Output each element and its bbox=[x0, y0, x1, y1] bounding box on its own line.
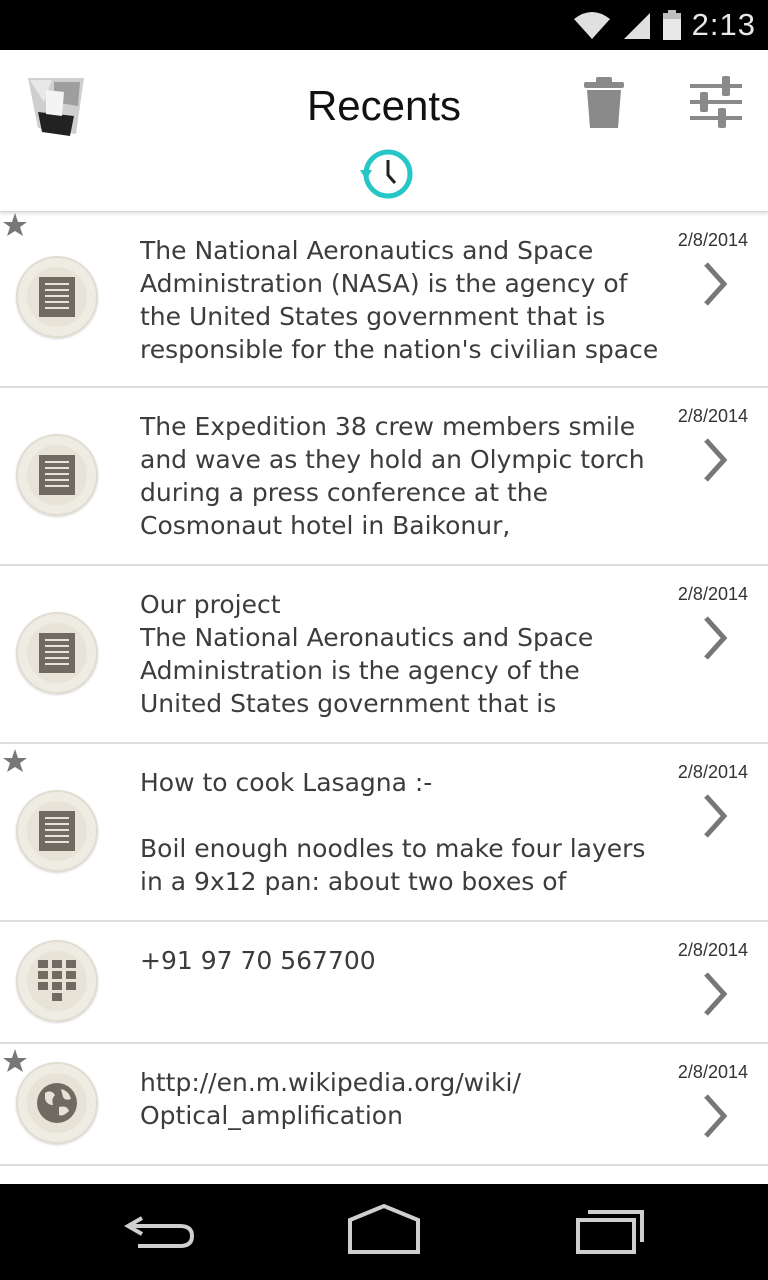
globe-icon bbox=[35, 1081, 79, 1125]
document-icon bbox=[39, 455, 75, 495]
chevron-right-icon[interactable] bbox=[700, 614, 732, 662]
document-icon bbox=[39, 811, 75, 851]
home-icon[interactable] bbox=[344, 1202, 424, 1258]
recent-apps-icon[interactable] bbox=[572, 1202, 648, 1258]
history-icon[interactable] bbox=[358, 146, 414, 202]
star-icon[interactable] bbox=[2, 748, 28, 774]
system-nav-bar bbox=[0, 1184, 768, 1280]
trash-icon[interactable] bbox=[580, 76, 628, 130]
note-thumbnail bbox=[16, 434, 98, 516]
document-icon bbox=[39, 633, 75, 673]
item-date: 2/8/2014 bbox=[677, 940, 748, 960]
list-item[interactable] bbox=[0, 388, 768, 566]
item-text: The Expedition 38 crew members smile and wave as they hold an Olympic torch during a press conference at the Cosmonaut hotel in Baikonur, bbox=[140, 412, 645, 540]
item-date: 2/8/2014 bbox=[677, 762, 748, 782]
item-text: Our project The National Aeronautics and Space Administration is the agency of the United States government that is bbox=[140, 590, 594, 718]
signal-icon bbox=[622, 9, 652, 41]
recents-list bbox=[0, 212, 768, 1166]
page-title: Recents bbox=[306, 82, 462, 129]
item-date: 2/8/2014 bbox=[677, 584, 748, 604]
item-text: +91 97 70 567700 bbox=[140, 946, 376, 975]
document-icon bbox=[39, 277, 75, 317]
note-thumbnail bbox=[16, 790, 98, 872]
status-clock: 2:13 bbox=[691, 7, 756, 42]
note-thumbnail bbox=[16, 256, 98, 338]
battery-icon bbox=[662, 9, 682, 41]
item-text: http://en.m.wikipedia.org/wiki/ Optical_amplification bbox=[140, 1068, 521, 1130]
chevron-right-icon[interactable] bbox=[700, 970, 732, 1018]
wifi-icon bbox=[572, 9, 612, 41]
item-text: The National Aeronautics and Space Administration (NASA) is the agency of the United States government that is responsible for the nation's civilian space bbox=[140, 236, 659, 364]
list-item[interactable] bbox=[0, 1044, 768, 1166]
app-header bbox=[0, 50, 768, 212]
list-item[interactable] bbox=[0, 922, 768, 1044]
star-icon[interactable] bbox=[2, 212, 28, 238]
item-date: 2/8/2014 bbox=[677, 1062, 748, 1082]
status-bar bbox=[0, 0, 768, 50]
chevron-right-icon[interactable] bbox=[700, 792, 732, 840]
dialpad-icon bbox=[38, 960, 76, 1002]
star-icon[interactable] bbox=[2, 1048, 28, 1074]
item-date: 2/8/2014 bbox=[677, 406, 748, 426]
item-text: How to cook Lasagna :- Boil enough noodles to make four layers in a 9x12 pan: about two boxes of bbox=[140, 768, 646, 896]
note-thumbnail bbox=[16, 612, 98, 694]
chevron-right-icon[interactable] bbox=[700, 436, 732, 484]
back-icon[interactable] bbox=[124, 1206, 196, 1254]
web-thumbnail bbox=[16, 1062, 98, 1144]
chevron-right-icon[interactable] bbox=[700, 260, 732, 308]
phone-thumbnail bbox=[16, 940, 98, 1022]
list-item[interactable] bbox=[0, 744, 768, 922]
list-item[interactable] bbox=[0, 212, 768, 388]
chevron-right-icon[interactable] bbox=[700, 1092, 732, 1140]
settings-sliders-icon[interactable] bbox=[688, 74, 744, 130]
item-date: 2/8/2014 bbox=[677, 230, 748, 250]
list-item[interactable] bbox=[0, 566, 768, 744]
